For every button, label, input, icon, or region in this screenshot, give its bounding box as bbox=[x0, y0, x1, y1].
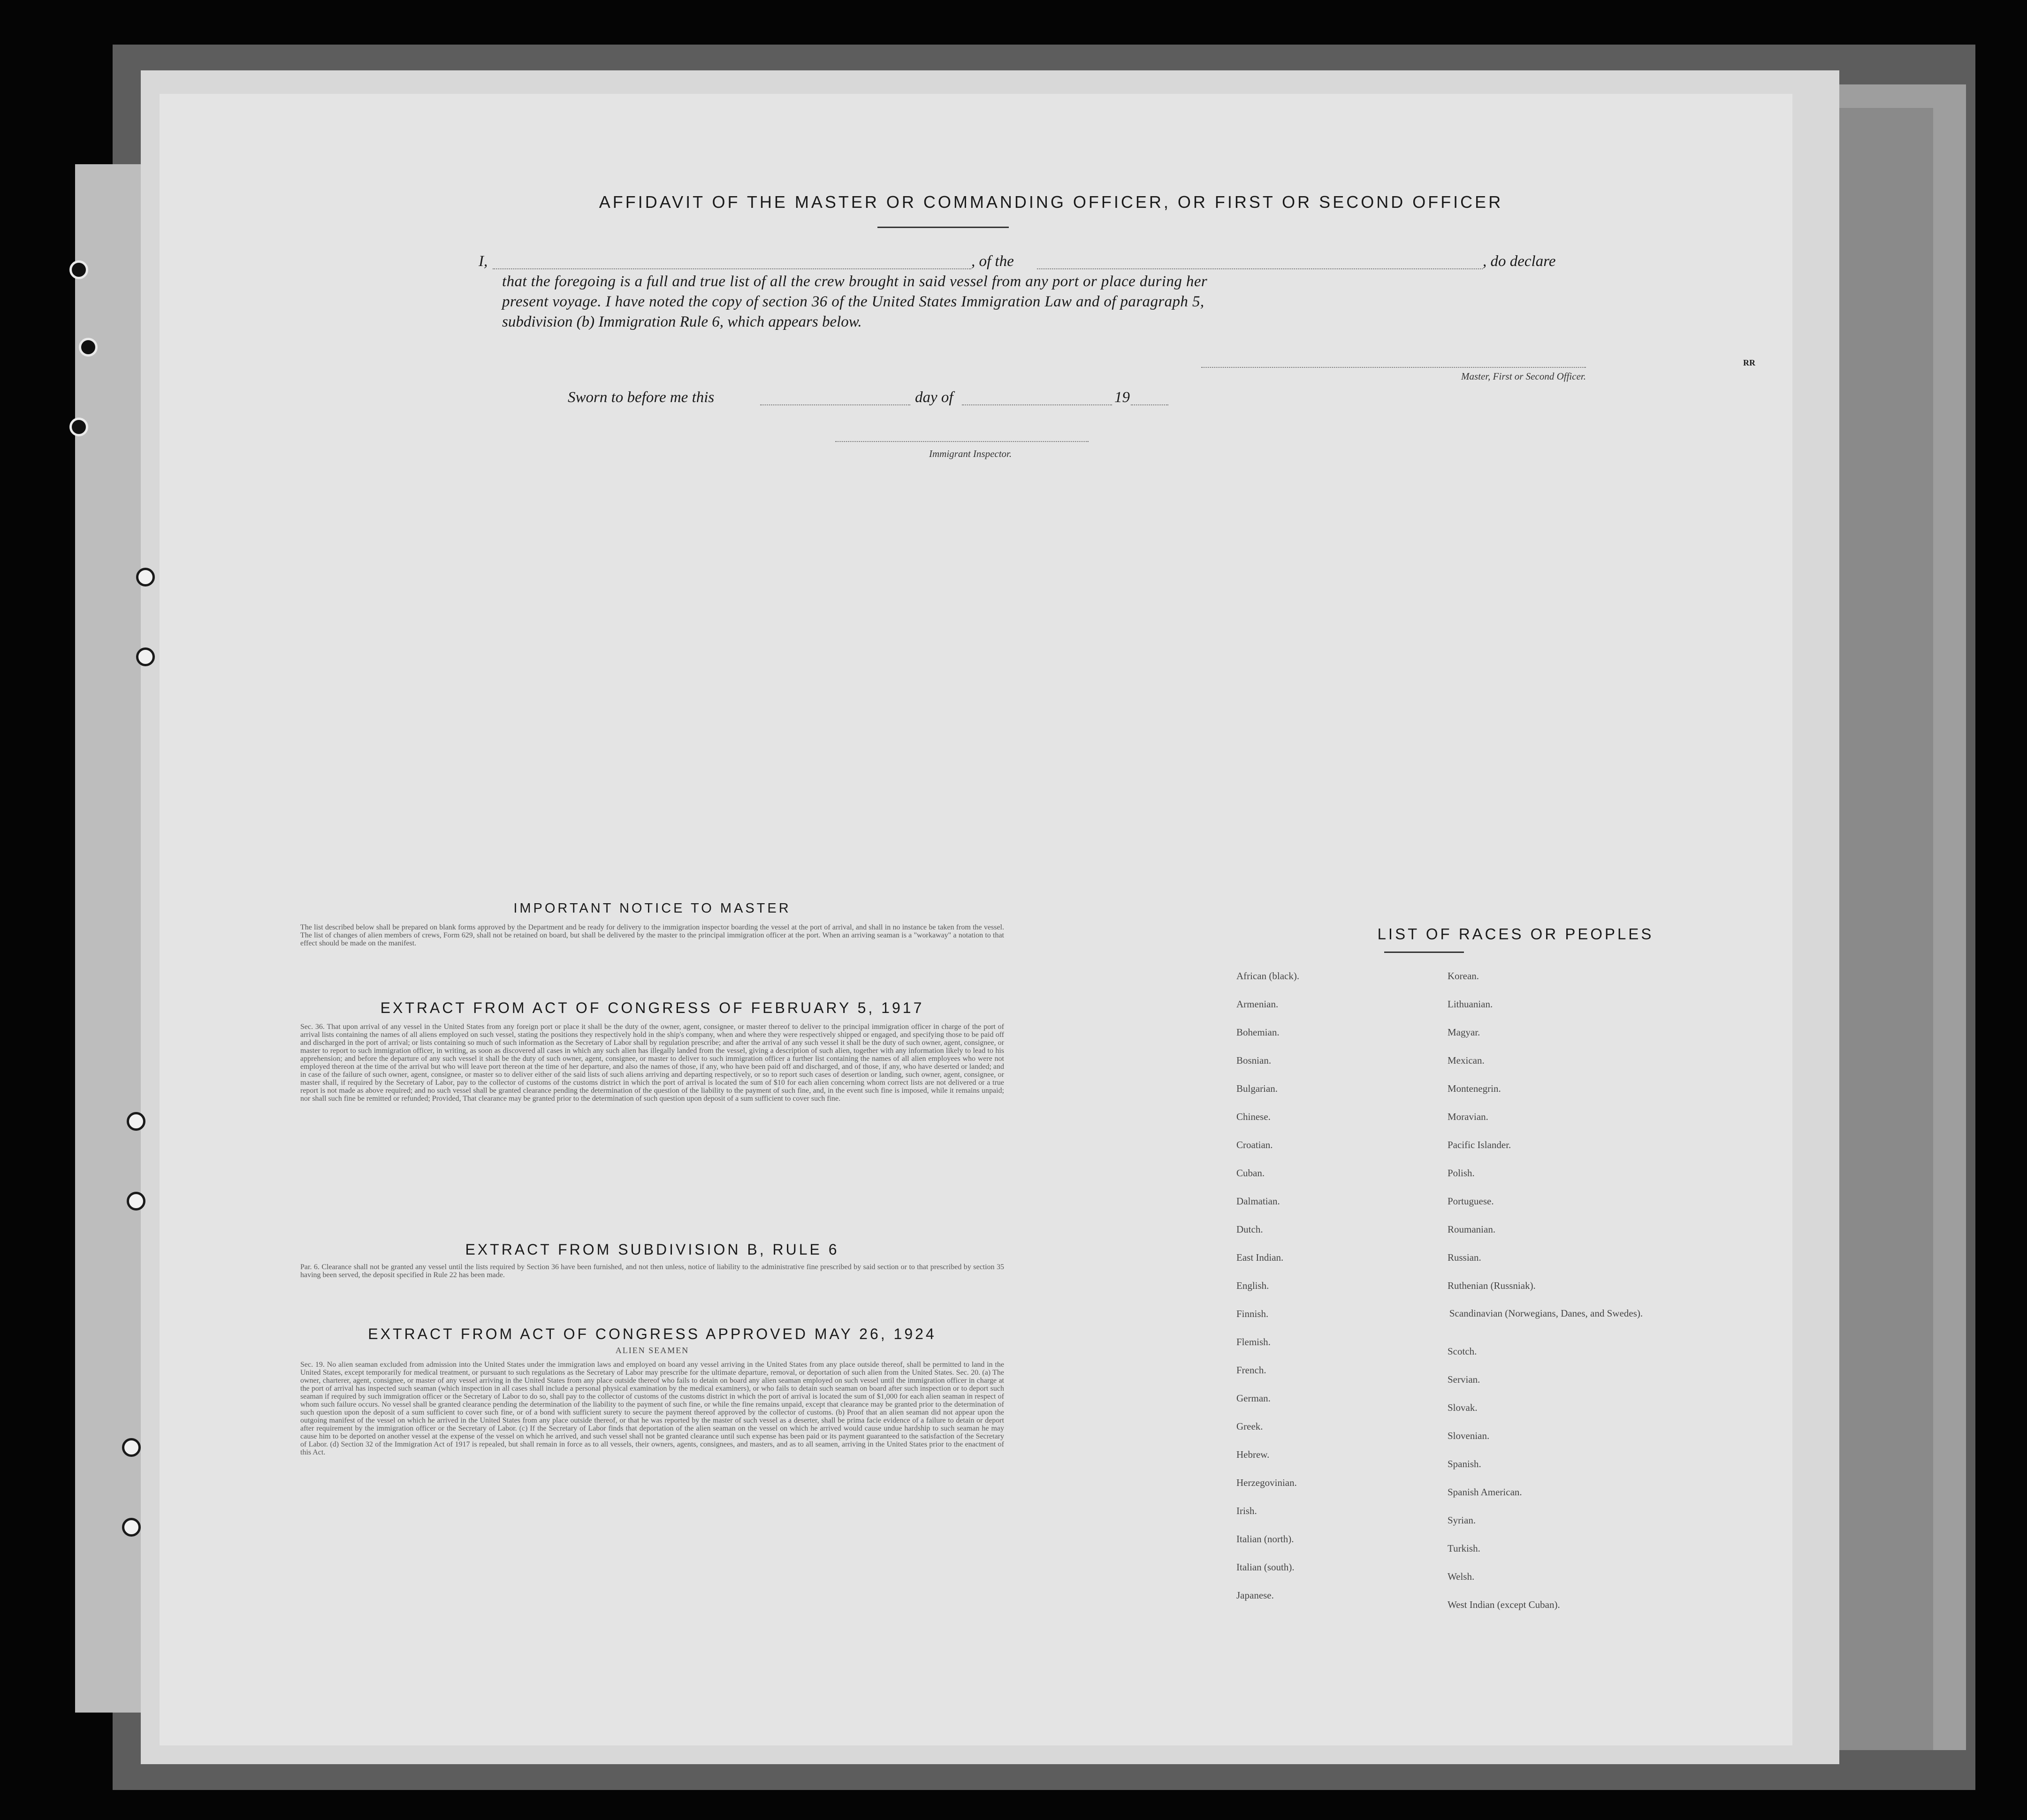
month-blank bbox=[962, 404, 1112, 405]
race-item: Bohemian. bbox=[1236, 1027, 1280, 1038]
race-item: Russian. bbox=[1448, 1252, 1481, 1263]
master-signature-line bbox=[1201, 367, 1586, 368]
race-item: Magyar. bbox=[1448, 1027, 1480, 1038]
race-item: Japanese. bbox=[1236, 1590, 1274, 1601]
race-item: Armenian. bbox=[1236, 998, 1279, 1010]
binder-hole bbox=[122, 1438, 141, 1457]
race-item: Korean. bbox=[1448, 970, 1479, 982]
race-item: Hebrew. bbox=[1236, 1449, 1270, 1460]
margin-mark: RR bbox=[1743, 358, 1755, 367]
master-signature-label: Master, First or Second Officer. bbox=[1461, 371, 1586, 382]
race-item: Bulgarian. bbox=[1236, 1083, 1278, 1094]
race-item: Spanish. bbox=[1448, 1458, 1481, 1470]
sworn-label: Sworn to before me this bbox=[568, 389, 715, 406]
name-blank bbox=[493, 268, 971, 269]
race-item: Polish. bbox=[1448, 1167, 1475, 1179]
binder-hole bbox=[136, 647, 155, 666]
race-item: West Indian (except Cuban). bbox=[1448, 1599, 1560, 1610]
binder-hole bbox=[69, 418, 88, 436]
affidavit-line-2: that the foregoing is a full and true list of all the crew brought in said vessel from any port or place during her bbox=[502, 273, 1208, 290]
year-blank bbox=[1131, 404, 1168, 405]
extract-rule6-text: Par. 6. Clearance shall not be granted any vessel until the lists required by Section 36 have been furnished, and not then unless, notice of liability to the administrative fine prescribed by said section or to that prescribed by section 35 having been served, the deposit specified in Rule 22 has been made. bbox=[300, 1263, 1004, 1279]
race-item: Slovak. bbox=[1448, 1402, 1478, 1413]
race-item: Syrian. bbox=[1448, 1515, 1476, 1526]
race-item: German. bbox=[1236, 1393, 1271, 1404]
race-item: Servian. bbox=[1448, 1374, 1480, 1385]
race-item: Scandinavian (Norwegians, Danes, and Swedes). bbox=[1449, 1308, 1643, 1319]
extract-1924-title: EXTRACT FROM ACT OF CONGRESS APPROVED MAY 26, 1924 bbox=[368, 1325, 937, 1342]
race-item: Italian (south). bbox=[1236, 1561, 1295, 1573]
race-item: Scotch. bbox=[1448, 1346, 1477, 1357]
race-item: Flemish. bbox=[1236, 1336, 1271, 1348]
inspector-signature-line bbox=[835, 441, 1089, 442]
race-item: Mexican. bbox=[1448, 1055, 1485, 1066]
extract-1924-subtitle: ALIEN SEAMEN bbox=[615, 1346, 689, 1355]
binder-hole bbox=[69, 260, 88, 279]
inspector-label: Immigrant Inspector. bbox=[929, 448, 1012, 459]
affidavit-line-4: subdivision (b) Immigration Rule 6, which appears below. bbox=[502, 313, 862, 330]
binder-hole bbox=[127, 1112, 145, 1131]
race-item: Slovenian. bbox=[1448, 1430, 1490, 1441]
affidavit-line-1-start: I, bbox=[479, 253, 488, 270]
race-item: Turkish. bbox=[1448, 1543, 1480, 1554]
race-item: Moravian. bbox=[1448, 1111, 1488, 1122]
binder-hole bbox=[127, 1192, 145, 1211]
race-item: Bosnian. bbox=[1236, 1055, 1272, 1066]
form-page bbox=[160, 94, 1792, 1745]
vessel-blank bbox=[1037, 268, 1483, 269]
race-item: East Indian. bbox=[1236, 1252, 1284, 1263]
notice-text: The list described below shall be prepared on blank forms approved by the Department and be ready for delivery to the immigration inspector boarding the vessel at the port of arrival, and shall in no instance be taken from the vessel. The list of changes of alien members of crews, Form 629, shall not be retained on board, but shall be delivered by the master to the principal immigration officer at the port. When an arriving seaman is a "workaway" a notation to that effect should be made on the manifest. bbox=[300, 923, 1004, 947]
race-item: English. bbox=[1236, 1280, 1269, 1291]
race-item: Cuban. bbox=[1236, 1167, 1265, 1179]
affidavit-line-3: present voyage. I have noted the copy of section 36 of the United States Immigration Law and of paragraph 5, bbox=[502, 293, 1204, 310]
race-item: Pacific Islander. bbox=[1448, 1139, 1511, 1150]
race-item: Ruthenian (Russniak). bbox=[1448, 1280, 1536, 1291]
race-item: Spanish American. bbox=[1448, 1486, 1522, 1498]
extract-1917-title: EXTRACT FROM ACT OF CONGRESS OF FEBRUARY 5, 1917 bbox=[380, 999, 924, 1016]
day-blank bbox=[760, 404, 910, 405]
race-item: Welsh. bbox=[1448, 1571, 1475, 1582]
race-item: French. bbox=[1236, 1364, 1266, 1376]
binder-hole bbox=[136, 568, 155, 586]
notice-title: IMPORTANT NOTICE TO MASTER bbox=[513, 901, 791, 916]
day-of-label: day of bbox=[915, 389, 953, 406]
extract-1917-text: Sec. 36. That upon arrival of any vessel in the United States from any foreign port or place it shall be the duty of the owner, agent, consignee, or master thereof to deliver to the principal immigration officer in charge of the port of arrival lists containing the names of all aliens employed on such vessel, stating the positions they respectively hold in the ship's company, when and where they were respectively shipped or engaged, and specifying those to be paid off and discharged in the port of arrival; or lists containing so much of such information as the Secretary of Labor shall by regulation prescribe; and after the arrival of any such vessel it shall be the duty of such owner, agent, consignee, or master to report to such immigration officer, in writing, as soon as discovered all cases in which any such alien has illegally landed from the vessel, giving a description of such alien, together with any information likely to lead to his apprehension; and before the departure of any such vessel it shall be the duty of such owner, agent, consignee, or master to deliver to such immigration officer a further list containing the names of all alien employees who were not employed thereon at the time of the arrival but who will leave port thereon at the time of her departure, and also the names of those, if any, who have been paid off and discharged, and of those, if any, who have deserted or landed; and in case of the failure of such owner, agent, consignee, or master so to deliver either of the said lists of such aliens arriving and departing respectively, or so to report such cases of desertion or landing, such owner, agent, consignee, or master shall, if required by the Secretary of Labor, pay to the collector of customs of the customs district in which the port of arrival is located the sum of $10 for each alien concerning whom correct lists are not delivered or a true report is not made as above required; and no such vessel shall be granted clearance pending the determination of the question of the liability to the payment of such fine, and, in the event such fine is imposed, while it remains unpaid; nor shall such fine be remitted or refunded; Provided, That clearance may be granted prior to the determination of such question upon deposit of a sum sufficient to cover such fine. bbox=[300, 1023, 1004, 1103]
race-item: Portuguese. bbox=[1448, 1196, 1494, 1207]
races-title: LIST OF RACES OR PEOPLES bbox=[1377, 925, 1654, 943]
affidavit-line-1-mid: , of the bbox=[971, 253, 1014, 270]
race-item: Roumanian. bbox=[1448, 1224, 1496, 1235]
binder-hole bbox=[79, 338, 98, 357]
race-item: African (black). bbox=[1236, 970, 1300, 982]
affidavit-line-1-end: , do declare bbox=[1483, 253, 1556, 270]
extract-1924-text: Sec. 19. No alien seaman excluded from admission into the United States under the immigration laws and employed on board any vessel arriving in the United States from any place outside thereof, shall be permitted to land in the United States, except temporarily for medical treatment, or pursuant to such regulations as the Secretary of Labor may prescribe for the ultimate departure, removal, or deportation of such alien from the United States. Sec. 20. (a) The owner, charterer, agent, consignee, or master of any vessel arriving in the United States from any place outside thereof who fails to detain on board any alien seaman employed on such vessel until the immigration officer in charge at the port of arrival has inspected such seaman (which inspection in all cases shall include a personal physical examination by the medical examiners), or who fails to detain such seaman on board after such inspection or to deport such seaman if required by such immigration officer or the Secretary of Labor to do so, shall pay to the collector of customs of the customs district in which the port of arrival is located the sum of $1,000 for each alien seaman in respect of whom such failure occurs. No vessel shall be granted clearance pending the determination of the liability to the payment of such fine, or while the fine remains unpaid, except that clearance may be granted prior to the determination of such question upon the deposit of a sum sufficient to cover such fine, or of a bond with sufficient surety to secure the payment thereof approved by the collector of customs. (b) Proof that an alien seaman did not appear upon the outgoing manifest of the vessel on which he arrived in the United States from any place outside thereof, or that he was reported by the master of such vessel as a deserter, shall be prima facie evidence of a failure to detain or deport after requirement by the immigration officer or the Secretary of Labor. (c) If the Secretary of Labor finds that deportation of the alien seaman on the vessel on which he arrived would cause undue hardship to such seaman he may cause him to be deported on another vessel at the expense of the vessel on which he arrived, and such vessel shall not be granted clearance until such expense has been paid or its payment guaranteed to the satisfaction of the Secretary of Labor. (d) Section 32 of the Immigration Act of 1917 is repealed, but shall remain in force as to all vessels, their owners, agents, consignees, and masters, and as to all seamen, arriving in the United States prior to the enactment of this Act. bbox=[300, 1361, 1004, 1456]
binder-hole bbox=[122, 1518, 141, 1537]
race-item: Lithuanian. bbox=[1448, 998, 1493, 1010]
race-item: Italian (north). bbox=[1236, 1533, 1294, 1545]
race-item: Herzegovinian. bbox=[1236, 1477, 1297, 1488]
affidavit-title: AFFIDAVIT OF THE MASTER OR COMMANDING OFFICER, OR FIRST OR SECOND OFFICER bbox=[599, 192, 1503, 212]
extract-rule6-title: EXTRACT FROM SUBDIVISION B, RULE 6 bbox=[465, 1241, 839, 1258]
race-item: Irish. bbox=[1236, 1505, 1257, 1516]
race-item: Chinese. bbox=[1236, 1111, 1271, 1122]
race-item: Montenegrin. bbox=[1448, 1083, 1501, 1094]
title-underline bbox=[877, 227, 1009, 228]
right-under-sheet-2 bbox=[1830, 108, 1933, 1750]
race-item: Dalmatian. bbox=[1236, 1196, 1280, 1207]
race-item: Greek. bbox=[1236, 1421, 1263, 1432]
race-item: Croatian. bbox=[1236, 1139, 1273, 1150]
races-title-underline bbox=[1384, 952, 1464, 953]
year-prefix: 19 bbox=[1114, 389, 1130, 406]
left-under-sheet bbox=[75, 164, 141, 1713]
race-item: Finnish. bbox=[1236, 1308, 1269, 1319]
race-item: Dutch. bbox=[1236, 1224, 1263, 1235]
